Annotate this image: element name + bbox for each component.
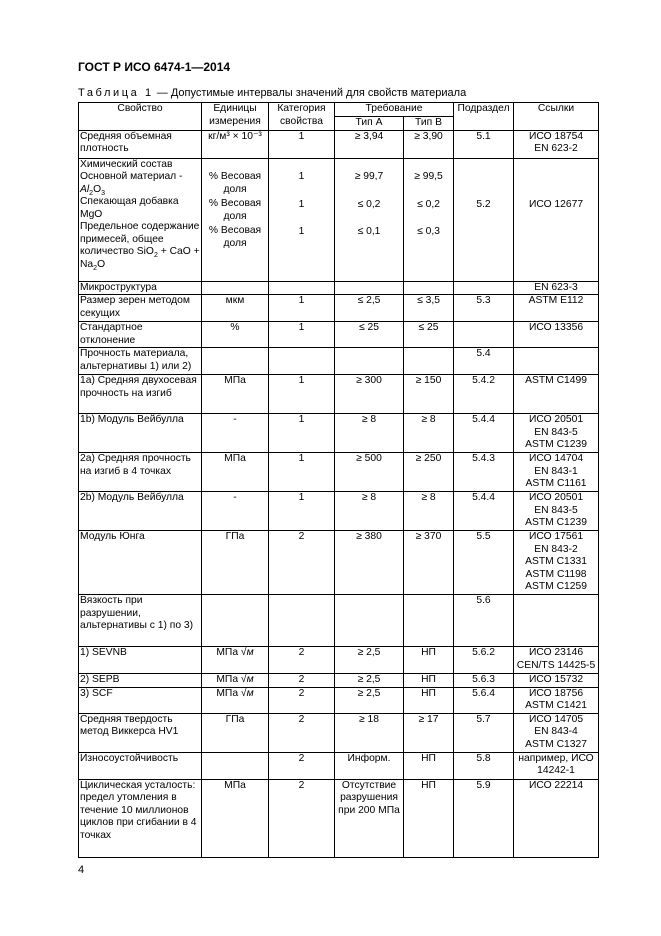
category-cell: 2 (269, 779, 335, 857)
type-a-cell: ≥ 3,94 (335, 130, 404, 158)
subsection-cell: 5.4.4 (454, 492, 514, 531)
category-cell: 1 (269, 295, 335, 322)
units-cell: - (202, 492, 269, 531)
refs-cell: например, ИСО 14242-1 (514, 752, 599, 779)
subsection-cell: 5.7 (454, 713, 514, 752)
property-line: Основной материал - $Al_2O_3$ (80, 171, 183, 197)
ref-item: ИСО 14704 (528, 453, 584, 464)
property-cell: Размер зерен методом секущих (79, 295, 202, 322)
category-cell: 2 (269, 647, 335, 674)
refs-cell (514, 713, 599, 752)
category-cell: 2 (269, 752, 335, 779)
ref-item: ASTM C1421 (525, 700, 587, 711)
table-row (79, 779, 599, 857)
subsection-cell: 5.4 (454, 348, 514, 375)
table-row (79, 130, 599, 158)
type-a-cell: ≥ 18 (335, 713, 404, 752)
units-cell: мкм (202, 295, 269, 322)
type-b-cell: ≥ 8 (404, 414, 454, 453)
ref-item: EN 843-2 (534, 543, 578, 555)
type-b-cell (404, 595, 454, 647)
table-row (79, 595, 599, 647)
property-line: Предельное содержание примесей, общее количество SiO$_2$ + CaO + $Na_2O$ (80, 221, 200, 272)
table-row (79, 375, 599, 414)
refs-cell: ИСО 13356 (514, 322, 599, 348)
property-cell (79, 158, 202, 281)
refs-cell: ASTM E112 (514, 295, 599, 322)
type-b-cell: НП (404, 752, 454, 779)
ref-item: EN 843-1 (534, 465, 578, 477)
category-cell: 1 (269, 322, 335, 348)
property-cell: Прочность материала, альтернативы 1) или 2) (79, 348, 202, 375)
table-head (79, 103, 599, 131)
subsection-cell: 5.8 (454, 752, 514, 779)
property-cell: Вязкость при разрушении, альтернативы с 1) по 3) (79, 595, 202, 647)
property-cell: Износоустойчивость (79, 752, 202, 779)
table-row (79, 492, 599, 531)
refs-cell (514, 531, 599, 595)
property-cell: 2b) Модуль Вейбулла (79, 492, 202, 531)
header-units: Единицы измерения (202, 103, 269, 131)
category-cell: 2 (269, 531, 335, 595)
ref-item: ИСО 23146 (528, 647, 584, 658)
subsection-cell (454, 322, 514, 348)
units-cell: ГПа (202, 713, 269, 752)
table-row (79, 295, 599, 322)
ref-item: ИСО 18756 (528, 687, 584, 699)
type-b-cell: НП (404, 674, 454, 688)
property-cell: 2) SEPB (79, 674, 202, 688)
units-cell (202, 281, 269, 295)
property-line: Химический состав (80, 158, 173, 170)
table-row (79, 158, 599, 281)
table-caption-label: Таблица 1 (78, 87, 154, 99)
header-type-a: Тип А (335, 117, 404, 131)
type-a-cell: ≥ 99,7 ≤ 0,2 ≤ 0,1 (335, 158, 404, 281)
property-cell: 1) SEVNB (79, 647, 202, 674)
subsection-cell: 5.4.4 (454, 414, 514, 453)
refs-cell: ИСО 15732 (514, 674, 599, 688)
properties-table (78, 102, 599, 858)
type-a-cell: Отсутствие разрушения при 200 МПа (335, 779, 404, 857)
type-a-cell: ≥ 2,5 (335, 687, 404, 713)
table-row (79, 453, 599, 492)
refs-cell (514, 492, 599, 531)
type-b-cell: ≥ 8 (404, 492, 454, 531)
refs-cell: EN 623-3 (514, 281, 599, 295)
header-requirement: Требование (335, 103, 454, 117)
subsection-cell: 5.4.2 (454, 375, 514, 414)
table-row (79, 348, 599, 375)
subsection-cell: 5.6 (454, 595, 514, 647)
property-cell: Микроструктура (79, 281, 202, 295)
ref-item: ИСО 18754 (528, 130, 584, 142)
ref-item: EN 623-2 (534, 143, 578, 154)
type-b-cell: ≥ 250 (404, 453, 454, 492)
table-caption (78, 87, 466, 99)
refs-cell: ASTM C1499 (514, 375, 599, 414)
units-cell: МПа √м (202, 674, 269, 688)
ref-item: ASTM C1327 (525, 738, 587, 750)
type-b-cell: ≥ 370 (404, 531, 454, 595)
refs-cell (514, 595, 599, 647)
type-a-cell (335, 595, 404, 647)
ref-item: EN 843-5 (534, 504, 578, 516)
type-a-cell (335, 281, 404, 295)
ref-item: ASTM C1239 (525, 439, 587, 450)
subsection-cell (454, 281, 514, 295)
type-a-cell: ≥ 2,5 (335, 674, 404, 688)
category-cell: 2 (269, 674, 335, 688)
subsection-cell: 5.3 (454, 295, 514, 322)
units-cell: МПа √м (202, 647, 269, 674)
refs-cell (514, 647, 599, 674)
refs-cell (514, 348, 599, 375)
type-b-cell: НП (404, 687, 454, 713)
header-type-b: Тип В (404, 117, 454, 131)
document-header: ГОСТ Р ИСО 6474-1—2014 (78, 60, 231, 74)
table-row (79, 752, 599, 779)
refs-cell (514, 453, 599, 492)
category-cell (269, 348, 335, 375)
page-number: 4 (78, 864, 85, 876)
subsection-cell: 5.6.3 (454, 674, 514, 688)
header-category: Категория свойства (269, 103, 335, 131)
type-a-cell: Информ. (335, 752, 404, 779)
ref-item: ИСО 20501 (528, 414, 584, 425)
type-b-cell: ≥ 3,90 (404, 130, 454, 158)
property-line: Спекающая добавка MgO (80, 196, 179, 220)
category-cell (269, 281, 335, 295)
type-a-cell: ≥ 8 (335, 414, 404, 453)
refs-cell: ИСО 12677 (514, 158, 599, 281)
type-b-cell: ≥ 150 (404, 375, 454, 414)
category-cell: 1 (269, 414, 335, 453)
ref-item: ИСО 17561 (528, 531, 584, 542)
ref-item: ASTM C1239 (525, 517, 587, 528)
units-cell: ГПа (202, 531, 269, 595)
subsection-cell: 5.4.3 (454, 453, 514, 492)
type-b-cell (404, 348, 454, 375)
refs-cell (514, 687, 599, 713)
property-cell: 1b) Модуль Вейбулла (79, 414, 202, 453)
ref-item: ASTM C1331 (525, 556, 587, 567)
type-a-cell (335, 348, 404, 375)
ref-item: EN 843-4 (534, 726, 578, 737)
type-b-cell: НП (404, 779, 454, 857)
units-cell: МПа √м (202, 687, 269, 713)
subsection-cell: 5.5 (454, 531, 514, 595)
refs-cell (514, 414, 599, 453)
subsection-cell: 5.6.2 (454, 647, 514, 674)
type-b-cell (404, 281, 454, 295)
category-cell: 2 (269, 687, 335, 713)
type-b-cell: НП (404, 647, 454, 674)
units-cell: - (202, 414, 269, 453)
subsection-cell: 5.6.4 (454, 687, 514, 713)
units-cell: МПа (202, 453, 269, 492)
units-cell: МПа (202, 375, 269, 414)
type-a-cell: ≥ 500 (335, 453, 404, 492)
units-cell (202, 595, 269, 647)
subsection-cell: 5.1 (454, 130, 514, 158)
type-b-cell: ≥ 99,5 ≤ 0,2 ≤ 0,3 (404, 158, 454, 281)
subsection-cell: 5.2 (454, 158, 514, 281)
ref-item: ASTM C1198 (525, 568, 587, 580)
property-cell: 1a) Средняя двухосевая прочность на изгиб (79, 375, 202, 414)
type-b-cell: ≤ 25 (404, 322, 454, 348)
type-a-cell: ≥ 2,5 (335, 647, 404, 674)
property-cell: 2a) Средняя прочность на изгиб в 4 точках (79, 453, 202, 492)
header-subsection: Подраздел (454, 103, 514, 131)
table-row (79, 687, 599, 713)
refs-cell (514, 130, 599, 158)
category-cell: 1 (269, 130, 335, 158)
units-cell: МПа (202, 779, 269, 857)
type-a-cell: ≤ 2,5 (335, 295, 404, 322)
units-cell: % (202, 322, 269, 348)
header-refs: Ссылки (514, 103, 599, 131)
ref-item: ASTM C1161 (525, 478, 587, 489)
category-cell: 1 (269, 375, 335, 414)
property-cell: 3) SCF (79, 687, 202, 713)
table-row (79, 713, 599, 752)
refs-cell: ИСО 22214 (514, 779, 599, 857)
units-cell (202, 348, 269, 375)
category-cell: 1 1 1 (269, 158, 335, 281)
units-cell: кг/м³ × 10⁻³ (202, 130, 269, 158)
type-a-cell: ≥ 8 (335, 492, 404, 531)
table-row (79, 647, 599, 674)
table-row (79, 322, 599, 348)
property-cell: Средняя объемная плотность (79, 130, 202, 158)
property-cell: Модуль Юнга (79, 531, 202, 595)
category-cell: 2 (269, 713, 335, 752)
table-row (79, 281, 599, 295)
type-b-cell: ≥ 17 (404, 713, 454, 752)
ref-item: EN 843-5 (534, 426, 578, 438)
category-cell: 1 (269, 492, 335, 531)
ref-item: ИСО 20501 (528, 492, 584, 503)
units-cell (202, 752, 269, 779)
ref-item: CEN/TS 14425-5 (516, 659, 596, 671)
table-row (79, 531, 599, 595)
table-row (79, 674, 599, 688)
property-cell: Средняя твердость метод Виккерса HV1 (79, 713, 202, 752)
units-cell: % Весовая доля % Весовая доля % Весовая доля (202, 158, 269, 281)
table-row (79, 414, 599, 453)
type-b-cell: ≤ 3,5 (404, 295, 454, 322)
ref-item: ASTM C1259 (525, 581, 587, 592)
category-cell (269, 595, 335, 647)
subsection-cell: 5.9 (454, 779, 514, 857)
header-property: Свойство (79, 103, 202, 131)
type-a-cell: ≥ 380 (335, 531, 404, 595)
property-cell: Стандартное отклонение (79, 322, 202, 348)
table-body (79, 130, 599, 857)
table-caption-text: — Допустимые интервалы значений для свойств материала (156, 87, 467, 99)
type-a-cell: ≥ 300 (335, 375, 404, 414)
category-cell: 1 (269, 453, 335, 492)
type-a-cell: ≤ 25 (335, 322, 404, 348)
property-cell: Циклическая усталость: предел утомления в течение 10 миллионов циклов при сгибании в 4 точках (79, 779, 202, 857)
ref-item: ИСО 14705 (528, 713, 584, 725)
